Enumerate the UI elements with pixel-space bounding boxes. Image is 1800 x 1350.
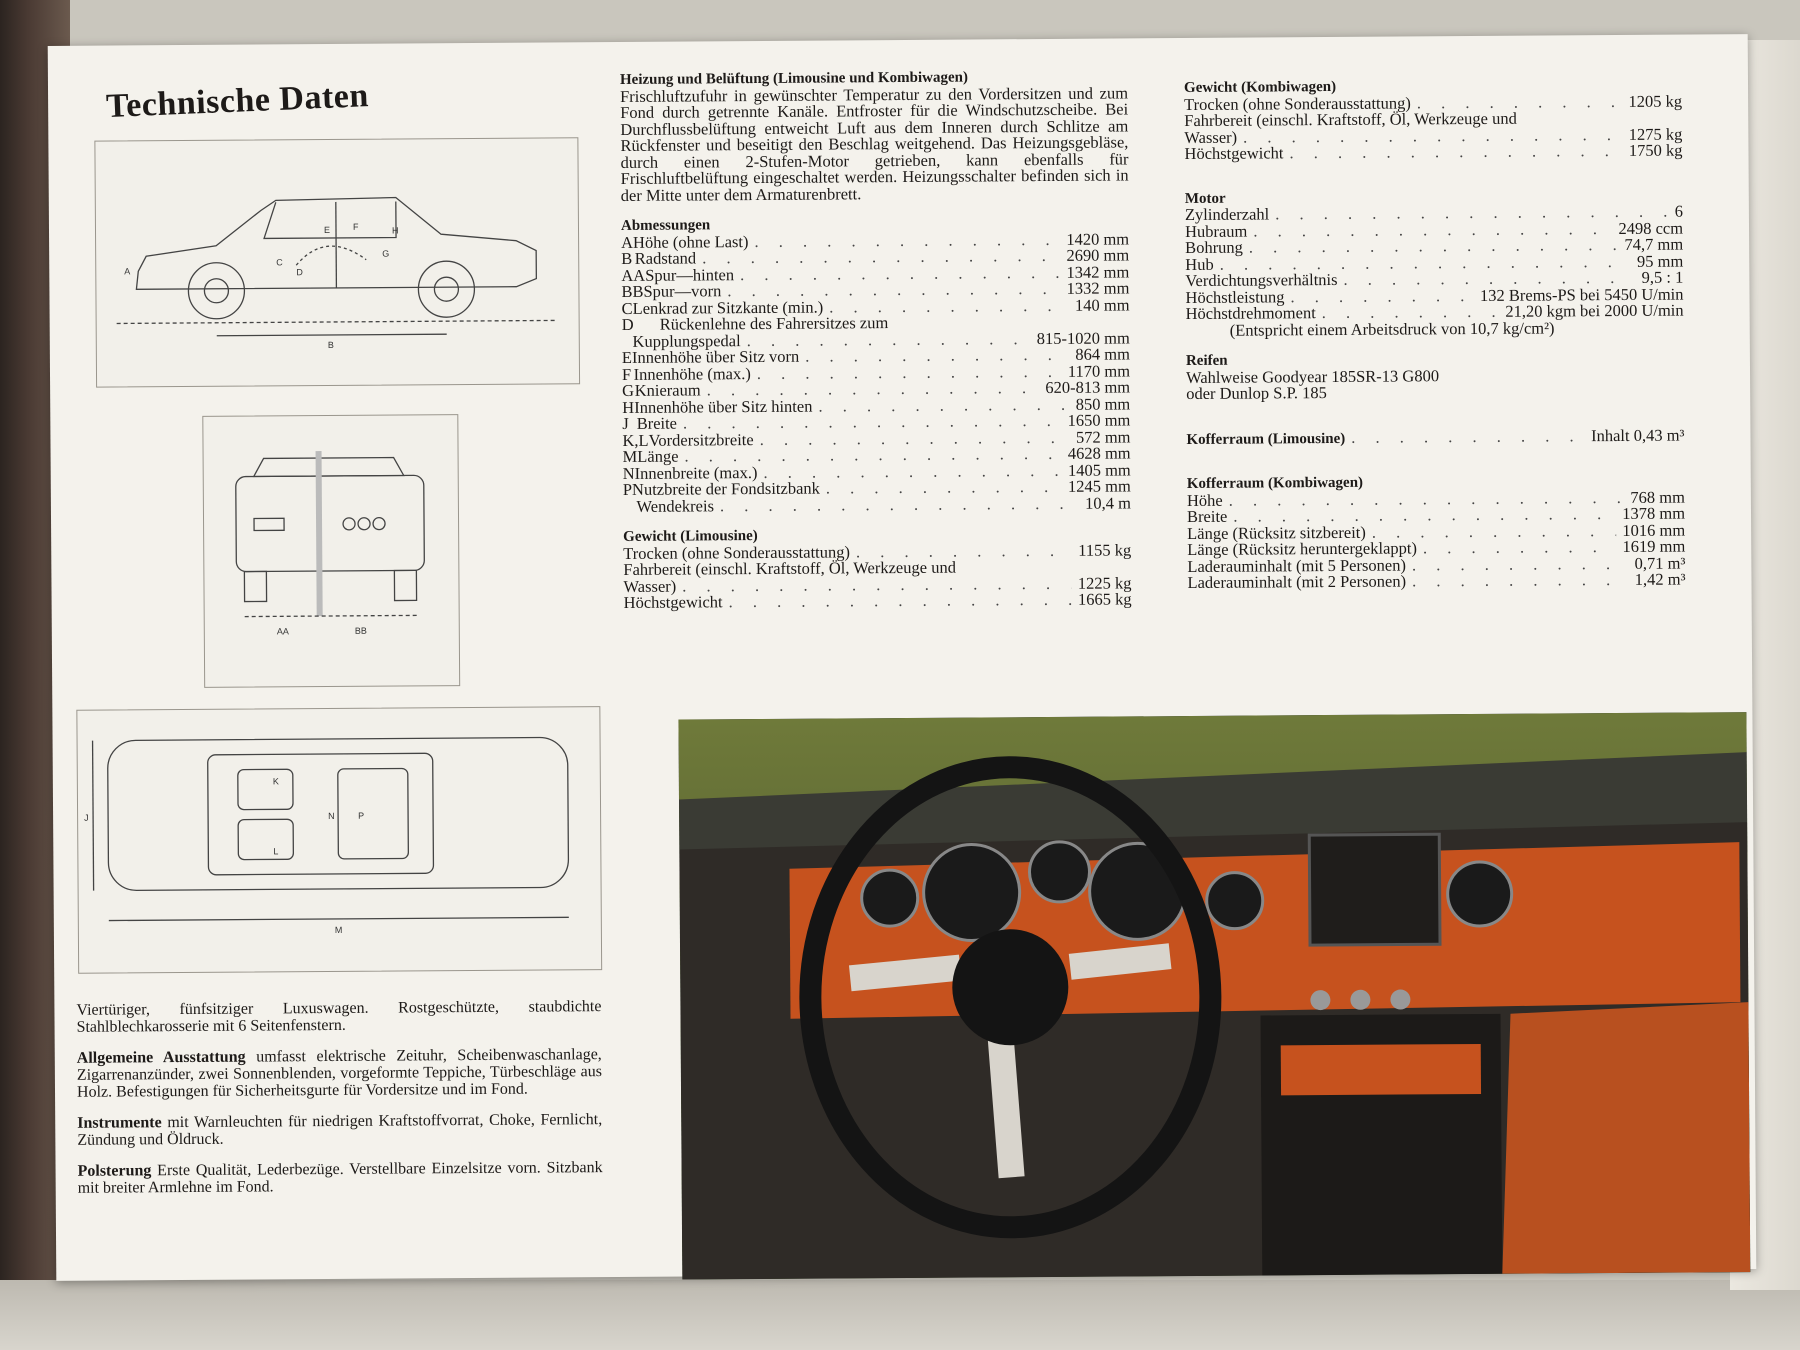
spec-label: Verdichtungsverhältnis: [1185, 269, 1338, 291]
spec-key: K,L: [622, 430, 649, 450]
spec-key: D: [621, 314, 634, 334]
heizung-heading: Heizung und Belüftung (Limousine und Kombiwagen): [619, 69, 969, 88]
spec-value: 0,71 m³: [1634, 553, 1686, 573]
spec-label: Höhe: [1186, 490, 1223, 510]
spec-value: 95 mm: [1636, 251, 1684, 271]
spec-value: 1225 kg: [1077, 572, 1132, 593]
spec-key: G: [622, 380, 635, 400]
diagram-label-h: H: [391, 225, 399, 236]
spec-value: 1665 kg: [1077, 589, 1132, 609]
motor-table: [1184, 201, 1684, 324]
description-instrumente: [77, 1111, 602, 1149]
diagram-label-p: P: [358, 810, 365, 821]
description-polsterung: [78, 1159, 603, 1197]
diagram-label-j: J: [84, 812, 89, 823]
spec-label: Breite: [1186, 506, 1228, 527]
gewicht-limousine-heading: Gewicht (Limousine): [623, 528, 758, 545]
spec-key: M: [622, 446, 638, 466]
spec-key: P: [622, 479, 633, 499]
spec-label: Radstand: [634, 248, 697, 268]
rear-view-diagram: [202, 414, 460, 688]
right-column: [1184, 77, 1686, 592]
spec-label: Knieraum: [634, 380, 701, 400]
dashboard-illustration: [678, 712, 1750, 1279]
middle-column: [620, 68, 1132, 611]
spec-value: 9,5 : 1: [1641, 267, 1684, 287]
ausstattung-text: umfasst elektrische Zeituhr, Scheibenwaschanlage, Zigarrenanzünder, zwei Sonnenblenden, vorgeformte Teppiche, Türbeschläge aus Holz. Befestigungen für Sicherheitsgurte für Vordersitze und im Fond.: [76, 1046, 602, 1101]
spec-label: Trocken (ohne Sonderausstattung): [1184, 92, 1411, 114]
spec-label: Breite: [636, 413, 678, 433]
spec-value: 6: [1674, 201, 1683, 221]
spec-value: 1750 kg: [1628, 140, 1683, 160]
spec-label: Spur—vorn: [643, 281, 722, 301]
background-table: [0, 1280, 1800, 1350]
spec-label: Laderauminhalt (mit 2 Personen): [1187, 571, 1407, 593]
spec-key: N: [622, 463, 635, 483]
spec-value: 1342 mm: [1066, 261, 1130, 282]
spec-row: [623, 492, 1131, 516]
description-block: [76, 998, 602, 1211]
spec-label: Vordersitzbreite: [648, 429, 754, 450]
diagram-label-aa: AA: [276, 626, 289, 637]
diagram-label-a: A: [124, 266, 131, 277]
dashboard-photo: [678, 712, 1750, 1279]
spec-value: 620-813 mm: [1045, 377, 1131, 397]
spec-value: 1378 mm: [1622, 503, 1686, 523]
spec-label: Rückenlehne des Fahrersitzes zum: [659, 313, 889, 334]
spec-row: [1187, 569, 1686, 593]
abmessungen-table: [621, 228, 1131, 516]
motor-note: (Entspricht einem Arbeitsdruck von 10,7 kg/cm²): [1229, 317, 1555, 340]
diagram-label-bb: BB: [354, 625, 367, 636]
spec-label: Hubraum: [1184, 221, 1248, 241]
side-view-diagram: [94, 137, 580, 387]
spec-label: Hub: [1185, 254, 1214, 274]
diagram-label-f: F: [352, 221, 359, 232]
spec-label: Fahrbereit (einschl. Kraftstoff, Öl, Werkzeuge und: [1184, 108, 1517, 131]
spec-value: 21,20 kgm bei 2000 U/min: [1505, 300, 1684, 321]
spec-value: 1245 mm: [1067, 476, 1131, 496]
spec-label: Höchstgewicht: [1184, 143, 1284, 164]
spec-row: [1184, 140, 1683, 164]
diagram-label-b: B: [327, 339, 334, 351]
top-view-drawing: [77, 707, 601, 973]
spec-value: 768 mm: [1630, 487, 1685, 507]
spec-key: A: [621, 232, 634, 252]
spec-value: 1205 kg: [1628, 91, 1683, 111]
spec-label: Innenbreite (max.): [634, 462, 758, 483]
spec-value: 74,7 mm: [1624, 234, 1684, 254]
spec-value: 850 mm: [1075, 393, 1131, 414]
reifen-line-1: Wahlweise Goodyear 185SR-13 G800: [1185, 365, 1440, 387]
gewicht-kombi-heading: Gewicht (Kombiwagen): [1183, 78, 1337, 97]
spec-label: Bohrung: [1185, 237, 1243, 258]
description-intro: Viertüriger, fünfsitziger Luxuswagen. Rostgeschützte, staubdichte Stahlblechkarosserie mit 6 Seitenfenstern.: [76, 998, 602, 1036]
instrumente-text: mit Warnleuchten für niedrigen Kraftstoffvorrat, Choke, Fernlicht, Zündung und Öldruck.: [77, 1111, 603, 1149]
diagram-label-k: K: [272, 776, 279, 787]
spec-label: Wendekreis: [636, 495, 715, 516]
spec-value: 864 mm: [1075, 344, 1130, 364]
spec-label: Innenhöhe über Sitz hinten: [634, 396, 813, 417]
reifen-line-2: oder Dunlop S.P. 185: [1186, 383, 1327, 404]
spec-row: [624, 591, 1132, 611]
spec-value: 1170 mm: [1067, 360, 1131, 381]
spec-value: 1016 mm: [1622, 520, 1686, 540]
spec-value: 10,4 m: [1085, 492, 1131, 513]
side-view-drawing: [95, 138, 579, 386]
diagram-label-n: N: [328, 810, 335, 822]
spec-key: H: [622, 397, 635, 417]
spec-value: 4628 mm: [1067, 443, 1131, 463]
spec-label: Höhe (ohne Last): [632, 231, 749, 252]
spec-value: 2498 ccm: [1618, 218, 1684, 238]
spec-label: Nutzbreite der Fondsitzbank: [631, 478, 820, 499]
spec-key: E: [621, 347, 633, 367]
spec-label: Wasser): [1184, 127, 1238, 147]
spec-key: BB: [621, 281, 644, 301]
instrumente-heading: Instrumente: [77, 1114, 162, 1132]
spec-label: Lenkrad zur Sitzkante (min.): [632, 297, 824, 318]
spec-value: 815-1020 mm: [1036, 327, 1130, 348]
spec-label: Zylinderzahl: [1184, 204, 1270, 225]
gewicht-kombi-table: [1184, 93, 1682, 162]
kofferraum-kombi-table: [1187, 489, 1686, 591]
spec-value: 1275 kg: [1628, 124, 1683, 144]
heizung-text: Frischluftzufuhr in gewünschter Temperatur zu den Vordersitzen und zum Fond durch getrennte Kanäle. Entfroster für die Windschutzscheibe. Bei Durchflussbelüftung entweicht Luft aus dem Inneren durch Schlitze am Rückfenster und beseitigt den Beschlag weitgehend. Das Heizungsgebläse, durch einen 2-Stufen-Motor getrieben, kann ebenfalls für Frischluftbelüftung eingeschaltet werden. Heizungsschalter befinden sich in der Mitte unter dem Armaturenbrett.: [620, 82, 1129, 205]
spec-value: 1405 mm: [1067, 459, 1131, 480]
spec-label: Länge (Rücksitz sitzbereit): [1187, 522, 1366, 543]
reifen-heading: Reifen: [1185, 352, 1228, 370]
ausstattung-heading: Allgemeine Ausstattung: [76, 1048, 246, 1067]
spec-label: Trocken (ohne Sonderausstattung): [623, 541, 851, 563]
top-view-diagram: [76, 706, 602, 974]
spec-key: B: [621, 248, 633, 268]
spec-label: Höchstleistung: [1185, 286, 1285, 307]
rear-view-drawing: [203, 415, 459, 687]
spec-value: 140 mm: [1074, 294, 1130, 315]
diagram-label-l: L: [273, 846, 279, 857]
spec-label: Spur—hinten: [645, 264, 735, 285]
kofferraum-limousine-heading: Kofferraum (Limousine): [1186, 430, 1346, 448]
gewicht-limousine-table: [623, 539, 1132, 612]
spec-value: 1155 kg: [1078, 539, 1132, 560]
diagram-label-d: D: [296, 267, 303, 278]
diagram-label-m: M: [334, 924, 343, 935]
spec-label: Länge: [637, 446, 679, 466]
spec-value: 1332 mm: [1066, 278, 1130, 298]
kofferraum-kombi-heading: Kofferraum (Kombiwagen): [1186, 474, 1364, 493]
spec-value: 572 mm: [1075, 426, 1131, 447]
spec-label: Höchstdrehmoment: [1185, 303, 1316, 324]
spec-key: F: [621, 364, 632, 384]
spec-key: J: [622, 413, 629, 433]
description-ausstattung: [77, 1046, 602, 1101]
spec-value: 2690 mm: [1066, 245, 1130, 265]
spec-key: AA: [621, 265, 646, 285]
spec-value: 1650 mm: [1067, 410, 1131, 430]
spec-label: Innenhöhe über Sitz vorn: [631, 346, 800, 367]
spec-label: Wasser): [623, 576, 677, 596]
spec-value: 1420 mm: [1066, 228, 1130, 249]
kofferraum-limousine-value: Inhalt 0,43 m³: [1590, 425, 1685, 445]
diagram-label-c: C: [276, 257, 283, 268]
page-title: Technische Daten: [105, 77, 370, 126]
spec-label: Kupplungspedal: [632, 330, 741, 351]
polsterung-text: Erste Qualität, Lederbezüge. Verstellbare Einzelsitze vorn. Sitzbank mit breiter Armlehne im Fond.: [77, 1159, 603, 1197]
spec-label: Laderauminhalt (mit 5 Personen): [1187, 554, 1406, 576]
brochure-page: [48, 34, 1757, 1281]
spec-label: Fahrbereit (einschl. Kraftstoff, Öl, Werkzeuge und: [623, 557, 956, 579]
spec-label: Innenhöhe (max.): [633, 363, 751, 384]
spec-key: C: [621, 298, 633, 318]
diagram-label-g: G: [382, 248, 390, 259]
spec-value: 132 Brems-PS bei 5450 U/min: [1479, 284, 1684, 305]
motor-heading: Motor: [1184, 190, 1226, 207]
spec-label: Länge (Rücksitz heruntergeklappt): [1187, 538, 1418, 560]
spec-label: Höchstgewicht: [623, 592, 723, 612]
diagram-label-e: E: [323, 224, 331, 236]
abmessungen-heading: Abmessungen: [620, 217, 711, 234]
spec-value: 1,42 m³: [1634, 569, 1686, 589]
polsterung-heading: Polsterung: [77, 1162, 152, 1180]
spec-value: 1619 mm: [1622, 536, 1686, 556]
